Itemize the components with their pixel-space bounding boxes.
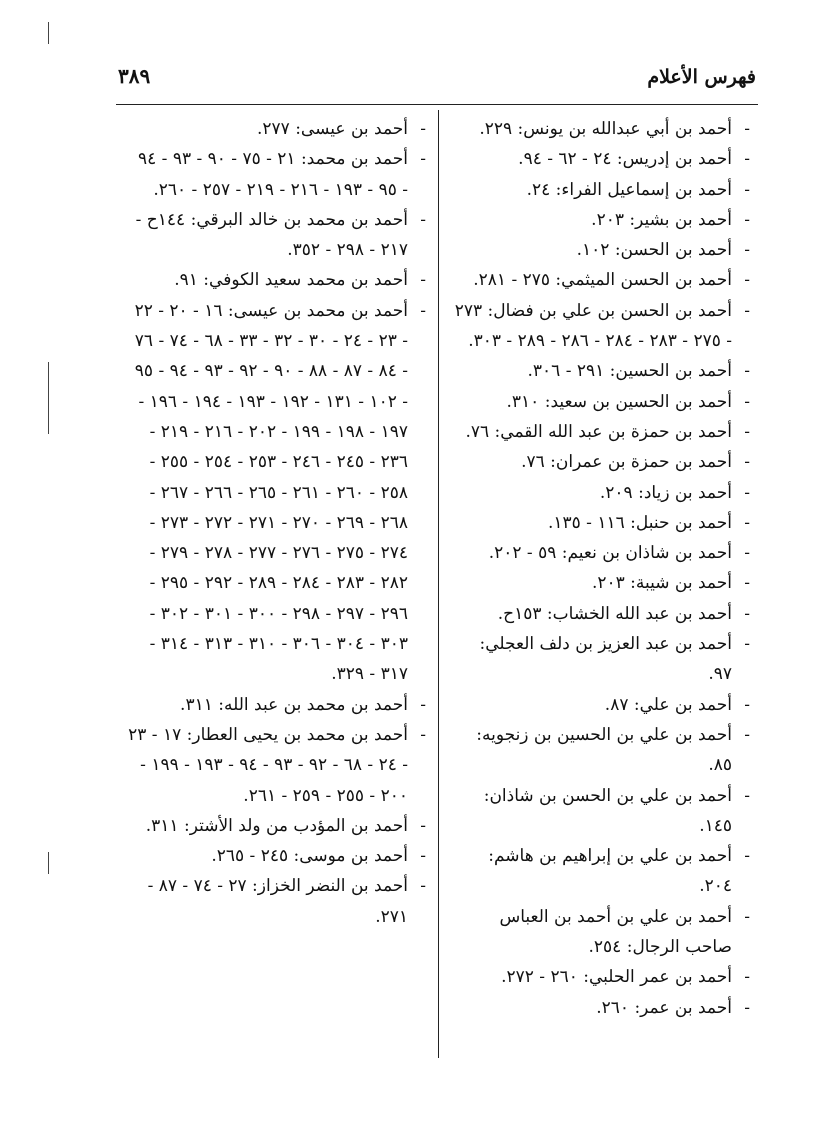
index-column-left	[128, 114, 428, 932]
index-entry: - أحمد بن شاذان بن نعيم: ٥٩ - ٢٠٢.	[452, 538, 752, 568]
index-entry: - أحمد بن علي بن أحمد بن العباس صاحب الرجال: ٢٥٤.	[452, 902, 752, 963]
index-entry: - أحمد بن عيسى: ٢٧٧.	[128, 114, 428, 144]
index-entry: - أحمد بن بشير: ٢٠٣.	[452, 205, 752, 235]
index-entry: - أحمد بن محمد بن عيسى: ١٦ - ٢٠ - ٢٢ - ٢٣ - ٢٤ - ٣٠ - ٣٢ - ٣٣ - ٦٨ - ٧٤ - ٧٦ - ٨٤ - ٨٧ - ٨٨ - ٩٠ - ٩٢ - ٩٣ - ٩٤ - ٩٥ - ١٠٢ - ١٣١ - ١٩٢ - ١٩٣ - ١٩٤ - ١٩٦ - ١٩٧ - ١٩٨ - ١٩٩ - ٢٠٢ - ٢١٦ - ٢١٩ - ٢٣٦ - ٢٤٥ - ٢٤٦ - ٢٥٣ - ٢٥٤ - ٢٥٥ - ٢٥٨ - ٢٦٠ - ٢٦١ - ٢٦٥ - ٢٦٦ - ٢٦٧ - ٢٦٨ - ٢٦٩ - ٢٧٠ - ٢٧١ - ٢٧٢ - ٢٧٣ - ٢٧٤ - ٢٧٥ - ٢٧٦ - ٢٧٧ - ٢٧٨ - ٢٧٩ - ٢٨٢ - ٢٨٣ - ٢٨٤ - ٢٨٩ - ٢٩٢ - ٢٩٥ - ٢٩٦ - ٢٩٧ - ٢٩٨ - ٣٠٠ - ٣٠١ - ٣٠٢ - ٣٠٣ - ٣٠٤ - ٣٠٦ - ٣١٠ - ٣١٣ - ٣١٤ - ٣١٧ - ٣٢٩.	[128, 296, 428, 690]
page-header	[118, 66, 756, 100]
index-entry: - أحمد بن حنبل: ١١٦ - ١٣٥.	[452, 508, 752, 538]
index-entry: - أحمد بن موسى: ٢٤٥ - ٢٦٥.	[128, 841, 428, 871]
page-title: فهرس الأعلام	[647, 66, 756, 88]
index-entry: - أحمد بن الحسن: ١٠٢.	[452, 235, 752, 265]
index-entry: - أحمد بن المؤدب من ولد الأشتر: ٣١١.	[128, 811, 428, 841]
header-rule	[116, 104, 758, 105]
index-column-right	[452, 114, 752, 1023]
index-entry: - أحمد بن عبد الله الخشاب: ١٥٣ح.	[452, 599, 752, 629]
index-entry: - أحمد بن علي بن إبراهيم بن هاشم: ٢٠٤.	[452, 841, 752, 902]
index-entry: - أحمد بن علي بن الحسين بن زنجويه: ٨٥.	[452, 720, 752, 781]
index-entry: - أحمد بن محمد: ٢١ - ٧٥ - ٩٠ - ٩٣ - ٩٤ - ٩٥ - ١٩٣ - ٢١٦ - ٢١٩ - ٢٥٧ - ٢٦٠.	[128, 144, 428, 205]
index-entry: - أحمد بن أبي عبدالله بن يونس: ٢٢٩.	[452, 114, 752, 144]
margin-mark	[48, 852, 49, 874]
index-entry: - أحمد بن الحسن الميثمي: ٢٧٥ - ٢٨١.	[452, 265, 752, 295]
index-entry: - أحمد بن محمد سعيد الكوفي: ٩١.	[128, 265, 428, 295]
index-entry: - أحمد بن الحسين: ٢٩١ - ٣٠٦.	[452, 356, 752, 386]
index-entry: - أحمد بن عبد العزيز بن دلف العجلي: ٩٧.	[452, 629, 752, 690]
index-entry: - أحمد بن شيبة: ٢٠٣.	[452, 568, 752, 598]
index-entry: - أحمد بن علي: ٨٧.	[452, 690, 752, 720]
index-entry: - أحمد بن عمر: ٢٦٠.	[452, 993, 752, 1023]
index-entry: - أحمد بن زياد: ٢٠٩.	[452, 478, 752, 508]
index-entry: - أحمد بن محمد بن خالد البرقي: ١٤٤ح - ٢١٧ - ٢٩٨ - ٣٥٢.	[128, 205, 428, 266]
index-entry: - أحمد بن إدريس: ٢٤ - ٦٢ - ٩٤.	[452, 144, 752, 174]
index-entry: - أحمد بن إسماعيل الفراء: ٢٤.	[452, 175, 752, 205]
margin-mark	[48, 22, 49, 44]
index-entry: - أحمد بن حمزة بن عمران: ٧٦.	[452, 447, 752, 477]
index-entry: - أحمد بن محمد بن يحيى العطار: ١٧ - ٢٣ - ٢٤ - ٦٨ - ٩٢ - ٩٣ - ٩٤ - ١٩٣ - ١٩٩ - ٢٠٠ - ٢٥٥ - ٢٥٩ - ٢٦١.	[128, 720, 428, 811]
index-entry: - أحمد بن الحسن بن علي بن فضال: ٢٧٣ - ٢٧٥ - ٢٨٣ - ٢٨٤ - ٢٨٦ - ٢٨٩ - ٣٠٣.	[452, 296, 752, 357]
index-entry: - أحمد بن حمزة بن عبد الله القمي: ٧٦.	[452, 417, 752, 447]
page-number: ٣٨٩	[118, 64, 151, 88]
index-entry: - أحمد بن الحسين بن سعيد: ٣١٠.	[452, 387, 752, 417]
index-entry: - أحمد بن محمد بن عبد الله: ٣١١.	[128, 690, 428, 720]
index-entry: - أحمد بن علي بن الحسن بن شاذان: ١٤٥.	[452, 781, 752, 842]
column-divider	[438, 110, 439, 1058]
index-entry: - أحمد بن عمر الحلبي: ٢٦٠ - ٢٧٢.	[452, 962, 752, 992]
margin-mark	[48, 362, 49, 434]
index-entry: - أحمد بن النضر الخزاز: ٢٧ - ٧٤ - ٨٧ - ٢٧١.	[128, 871, 428, 932]
